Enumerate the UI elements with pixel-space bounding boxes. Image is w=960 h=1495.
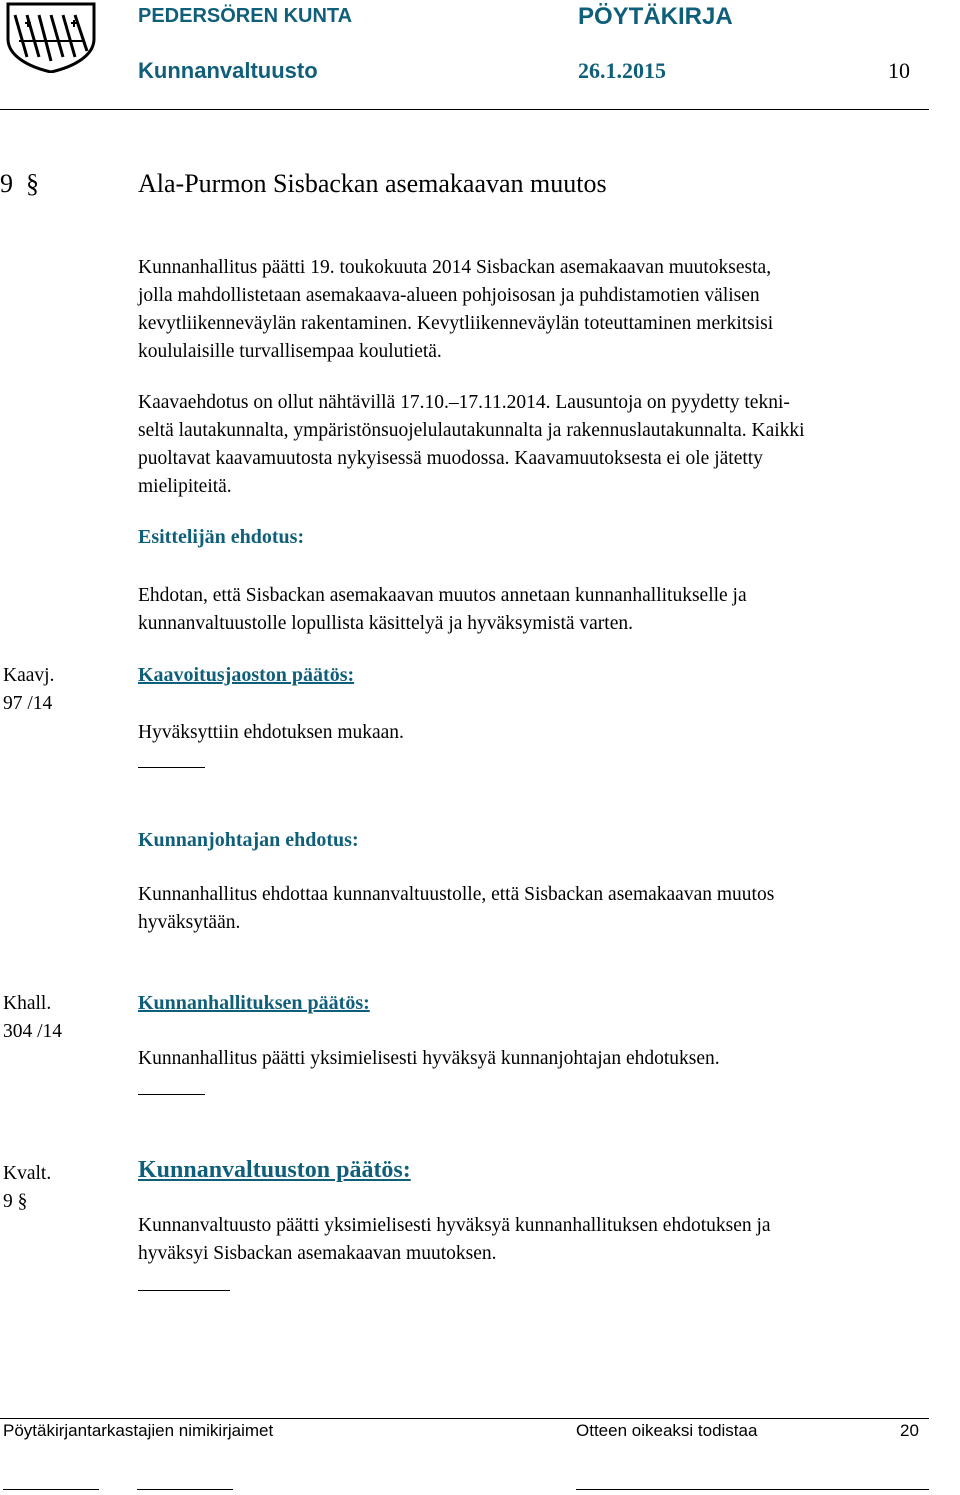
section-number [0, 169, 39, 199]
separator-line [138, 1094, 205, 1095]
reference-number: 9 § [3, 1191, 28, 1212]
kunnanjohtaja-text [138, 881, 774, 937]
kunnanvaltuusto-reference [3, 1160, 51, 1216]
section-title: Ala-Purmon Sisbackan asemakaavan muutos [138, 169, 607, 198]
coat-of-arms-icon [5, 1, 97, 78]
paragraph-line: puoltavat kaavamuutosta nykyisessä muodossa. Kaavamuutoksesta ei ole jätetty [138, 448, 763, 469]
document-type: PÖYTÄKIRJA [578, 3, 733, 30]
separator-line [138, 1290, 230, 1291]
municipality-name: PEDERSÖREN KUNTA [138, 5, 353, 27]
kunnanhallitus-reference [3, 990, 62, 1046]
header-rule [0, 109, 929, 110]
paragraph-line: Kunnanhallitus päätti 19. toukokuuta 2014 Sisbackan asemakaavan muutoksesta, [138, 257, 772, 278]
paragraph-2 [138, 389, 805, 501]
paragraph-1 [138, 254, 773, 366]
paragraph-line: hyväksytään. [138, 912, 241, 933]
kunnanvaltuusto-text [138, 1212, 771, 1268]
kunnanhallitus-heading: Kunnanhallituksen päätös: [138, 992, 370, 1014]
reference-organ: Khall. [3, 993, 52, 1014]
reference-number: 97 /14 [3, 693, 53, 714]
presenter-heading: Esittelijän ehdotus: [138, 526, 305, 548]
reference-number-value: 9 [3, 1191, 13, 1212]
separator-line [138, 767, 205, 768]
paragraph-line: Ehdotan, että Sisbackan asemakaavan muutos annetaan kunnanhallitukselle ja [138, 585, 747, 606]
paragraph-line: Kunnanvaltuusto päätti yksimielisesti hyväksyä kunnanhallituksen ehdotuksen ja [138, 1215, 771, 1236]
paragraph-line: kunnanvaltuustolle lopullista käsittelyä ja hyväksymistä varten. [138, 613, 633, 634]
kunnanjohtaja-heading: Kunnanjohtajan ehdotus: [138, 829, 359, 851]
paragraph-line: jolla mahdollistetaan asemakaava-alueen pohjoisosan ja puhdistamotien välisen [138, 285, 760, 306]
paragraph-line: seltä lautakunnalta, ympäristönsuojelulautakunnalta ja rakennuslautakunnalta. Kaikki [138, 420, 805, 441]
paragraph-line: Kunnanhallitus ehdottaa kunnanvaltuustolle, että Sisbackan asemakaavan muutos [138, 884, 775, 905]
presenter-text [138, 582, 747, 638]
reference-organ: Kvalt. [3, 1163, 52, 1184]
certification-line [576, 1489, 929, 1490]
meeting-date: 26.1.2015 [578, 58, 666, 83]
section-sign: § [19, 169, 39, 198]
reference-number: 304 /14 [3, 1021, 63, 1042]
page-number: 10 [888, 58, 910, 83]
kaavoitus-text: Hyväksyttiin ehdotuksen mukaan. [138, 722, 404, 743]
footer-page-number: 20 [900, 1421, 919, 1440]
kaavoitus-reference [3, 662, 54, 718]
paragraph-line: Kaavaehdotus on ollut nähtävillä 17.10.–17.11.2014. Lausuntoja on pyydetty tekni- [138, 392, 790, 413]
kunnanhallitus-text: Kunnanhallitus päätti yksimielisesti hyväksyä kunnanjohtajan ehdotuksen. [138, 1048, 720, 1069]
paragraph-line: koululaisille turvallisempaa koulutietä. [138, 341, 442, 362]
paragraph-line: hyväksyi Sisbackan asemakaavan muutoksen. [138, 1243, 497, 1264]
signature-line [3, 1489, 99, 1490]
section-number-value: 9 [0, 169, 13, 198]
signatures-label: Pöytäkirjantarkastajien nimikirjaimet [3, 1421, 274, 1440]
certified-label: Otteen oikeaksi todistaa [576, 1421, 758, 1440]
signature-line [137, 1489, 233, 1490]
kunnanvaltuusto-heading: Kunnanvaltuuston päätös: [138, 1157, 411, 1183]
paragraph-line: kevytliikenneväylän rakentaminen. Kevytliikenneväylän toteuttaminen merkitsisi [138, 313, 774, 334]
footer-rule [0, 1418, 929, 1419]
governing-body: Kunnanvaltuusto [138, 58, 318, 83]
reference-organ: Kaavj. [3, 665, 55, 686]
paragraph-line: mielipiteitä. [138, 476, 232, 497]
kaavoitus-heading: Kaavoitusjaoston päätös: [138, 664, 355, 686]
